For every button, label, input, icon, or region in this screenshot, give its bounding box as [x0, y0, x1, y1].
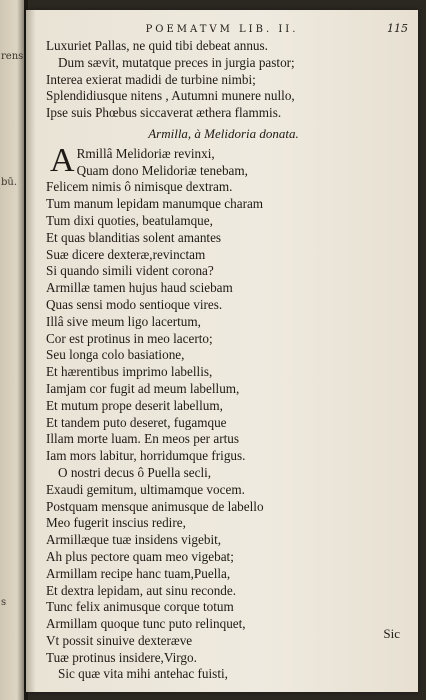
poem-line: Cor est protinus in meo lacerto;: [46, 330, 213, 346]
poem-line: Exaudi gemitum, ultimamque vocem.: [46, 481, 245, 497]
page-text: [46, 38, 401, 683]
poem-line: Iamjam cor fugit ad meum labellum,: [46, 380, 240, 396]
text-line: Quam dono Melidoriæ tenebam,: [76, 162, 248, 178]
poem-body: [46, 179, 401, 683]
poem-line: Ah plus pectore quam meo vigebat;: [46, 548, 234, 564]
poem-line: Et dextra lepidam, aut sinu reconde.: [46, 582, 237, 598]
poem-line: Vt possit sinuive dexteræve: [46, 632, 193, 648]
poem-line: Armillæ tamen hujus haud sciebam: [46, 280, 233, 296]
poem-line: Tum manum lepidam manumque charam: [46, 196, 264, 212]
poem-line: Et hærentibus imprimo labellis,: [46, 364, 213, 380]
drop-capital: A: [50, 141, 75, 179]
poem-line: Armillæque tuæ insidens vigebit,: [46, 532, 222, 548]
poem-line: Meo fugerit inscius redire,: [46, 515, 186, 531]
poem-line: Tuæ protinus insidere,Virgo.: [46, 649, 197, 665]
catchword: Sic: [383, 626, 400, 641]
poem-line: Seu longa colo basiatione,: [46, 347, 185, 363]
poem-opening: [46, 141, 401, 180]
previous-page-edge: [0, 0, 24, 700]
poem-line: Et tandem puto deseret, fugamque: [46, 414, 227, 430]
prev-page-fragment: bū.: [1, 177, 18, 188]
page-number: 115: [387, 22, 408, 35]
poem-line: Quas sensi modo sentioque vires.: [46, 296, 223, 312]
text-line: Ipse suis Phœbus siccaverat æthera flammis.: [46, 105, 282, 121]
poem-line: Suæ dicere dexteræ,revinctam: [46, 246, 206, 262]
poem-line: Et mutum prope deserit labellum,: [46, 397, 223, 413]
poem-line: Sic quæ vita mihi antehac fuisti,: [58, 666, 228, 682]
text-line: Rmillâ Melidoriæ revinxi,: [76, 145, 215, 161]
poem-line: Armillam quoque tunc puto relinquet,: [46, 616, 246, 632]
poem-line: Felicem nimis ô nimisque dextram.: [46, 179, 233, 195]
running-title: POEMATVM LIB. II.: [145, 24, 299, 35]
poem-line: Tum dixi quoties, beatulamque,: [46, 212, 213, 228]
poem-line: Et quas blanditias solent amantes: [46, 229, 222, 245]
text-line: Luxuriet Pallas, ne quid tibi debeat annus.: [46, 38, 268, 53]
poem-line: Iam mors labitur, horridumque frigus.: [46, 448, 246, 464]
poem-line: Postquam mensque animusque de labello: [46, 498, 264, 514]
text-line: Dum sævit, mutatque preces in jurgia pastor;: [58, 54, 295, 70]
text-line: Splendidiusque nitens , Autumni munere nullo,: [46, 88, 295, 104]
book-page: [26, 10, 418, 692]
poem-line: Tunc felix animusque corque totum: [46, 599, 234, 615]
poem-line: O nostri decus ô Puella secli,: [58, 464, 212, 480]
poem-line: Illâ sive meum ligo lacertum,: [46, 313, 201, 329]
poem-line: Illam morte luam. En meos per artus: [46, 431, 239, 447]
poem-line: Armillam recipe hanc tuam,Puella,: [46, 565, 231, 581]
text-line: Interea exierat madidi de turbine nimbi;: [46, 71, 256, 87]
poem-line: Si quando simili vident corona?: [46, 263, 214, 279]
prev-page-fragment: rens: [1, 51, 24, 62]
prev-page-fragment: s: [1, 597, 7, 608]
poem-title: Armilla, à Melidoria donata.: [148, 125, 299, 141]
